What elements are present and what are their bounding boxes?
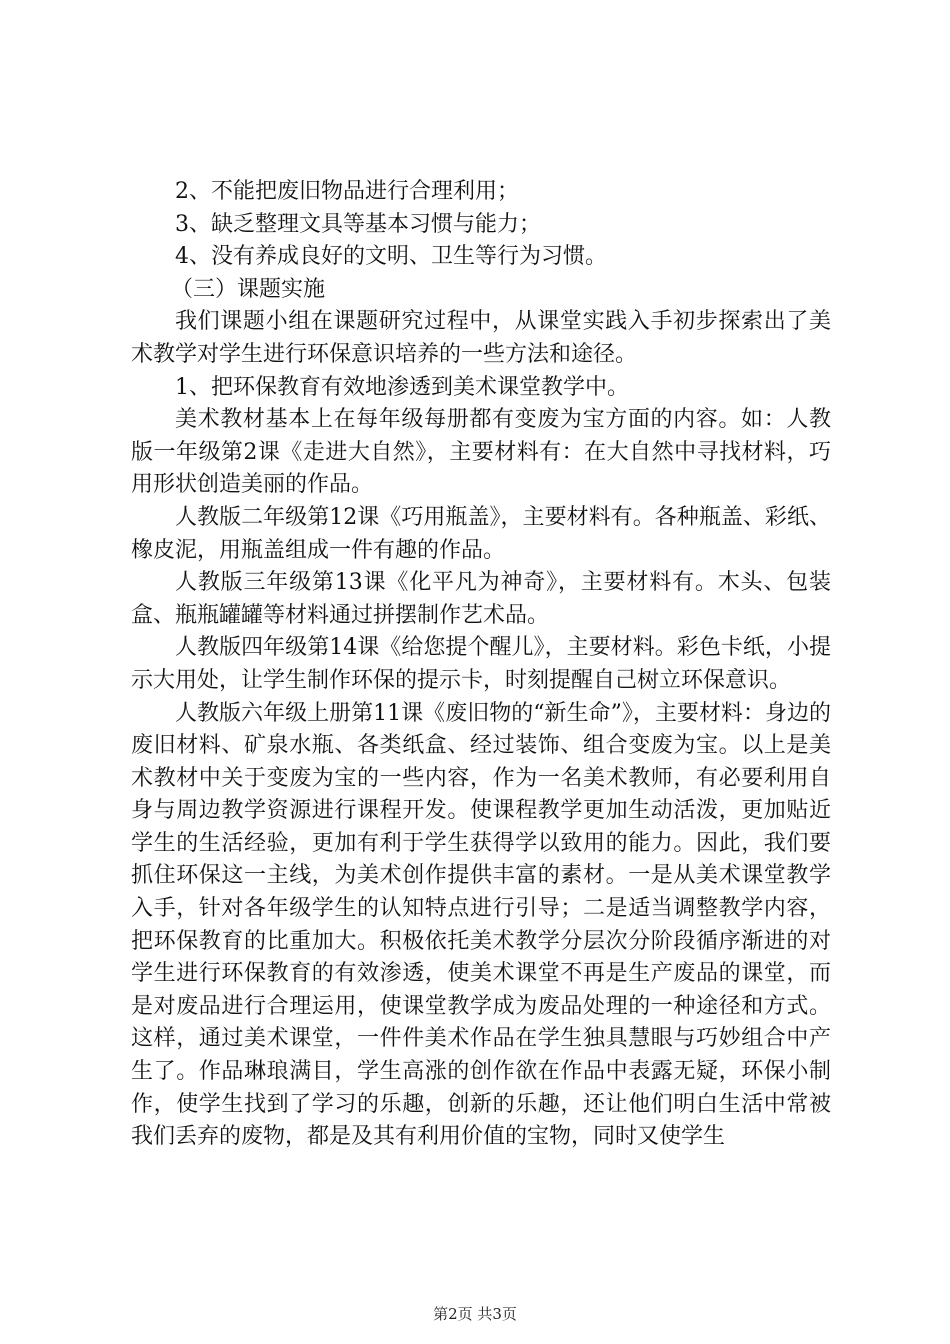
page-footer: 第2页 共3页 (433, 1305, 517, 1323)
paragraph-grade-4: 人教版四年级第14课《给您提个醒儿》，主要材料。彩色卡纸，小提示大用处，让学生制作环保的提示卡，时刻提醒自己树立环保意识。 (131, 635, 831, 693)
paragraph-grade-1: 美术教材基本上在每年级每册都有变废为宝方面的内容。如：人教版一年级第2课《走进大自然》，主要材料有：在大自然中寻找材料，巧用形状创造美丽的作品。 (131, 407, 831, 498)
document-body (131, 176, 831, 1154)
subheading-1: 1、把环保教育有效地渗透到美术课堂教学中。 (175, 374, 629, 400)
list-item-2: 2、不能把废旧物品进行合理利用； (175, 179, 519, 204)
paragraph-grade-6: 人教版六年级上册第11课《废旧物的“新生命”》，主要材料：身边的废旧材料、矿泉水瓶、各类纸盒、经过装饰、组合变废为宝。以上是美术教材中关于变废为宝的一些内容，作为一名美术教师，有必要利用自身与周边教学资源进行课程开发。使课程教学更加生动活泼，更加贴近学生的生活经验，更加有利于学生获得学以致用的能力。因此，我们要抓住环保这一主线，为美术创作提供丰富的素材。一是从美术课堂教学入手，针对各年级学生的认知特点进行引导；二是适当调整教学内容，把环保教育的比重加大。积极依托美术教学分层次分阶段循序渐进的对学生进行环保教育的有效渗透，使美术课堂不再是生产废品的课堂，而是对废品进行合理运用，使课堂教学成为废品处理的一种途径和方式。这样，通过美术课堂，一件件美术作品在学生独具慧眼与巧妙组合中产生了。作品琳琅满目，学生高涨的创作欲在作品中表露无疑，环保小制作，使学生找到了学习的乐趣，创新的乐趣，还让他们明白生活中常被我们丢弃的废物，都是及其有利用价值的宝物，同时又使学生 (131, 700, 831, 1150)
paragraph-grade-2: 人教版二年级第12课《巧用瓶盖》，主要材料有。各种瓶盖、彩纸、橡皮泥，用瓶盖组成一件有趣的作品。 (131, 504, 831, 563)
paragraph-grade-3: 人教版三年级第13课《化平凡为神奇》，主要材料有。木头、包装盒、瓶瓶罐罐等材料通过拼摆制作艺术品。 (131, 570, 831, 628)
paragraph-intro: 我们课题小组在课题研究过程中，从课堂实践入手初步探索出了美术教学对学生进行环保意识培养的一些方法和途径。 (131, 309, 831, 367)
list-item-3: 3、缺乏整理文具等基本习惯与能力； (175, 211, 541, 237)
list-item-4: 4、没有养成良好的文明、卫生等行为习惯。 (175, 244, 607, 270)
section-heading-implementation: （三）课题实施 (171, 276, 326, 302)
